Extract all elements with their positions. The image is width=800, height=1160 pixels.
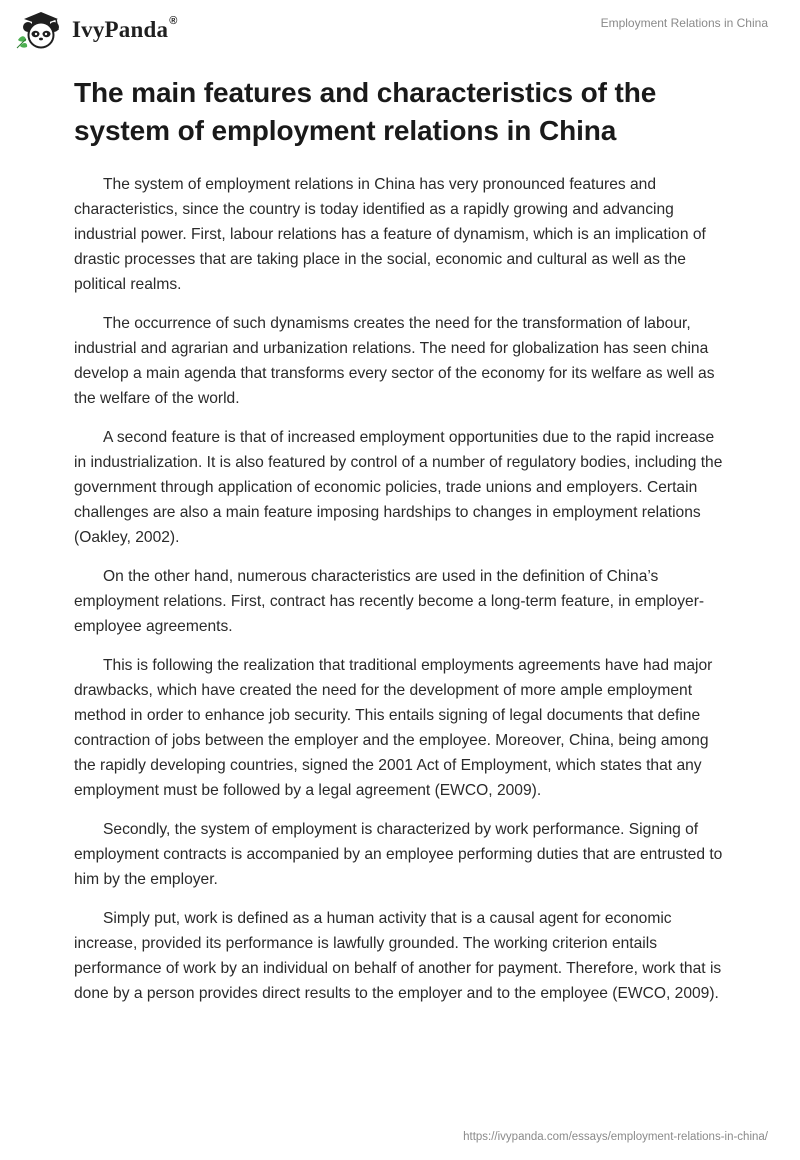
source-url-link[interactable]: https://ivypanda.com/essays/employment-relations-in-china/ (463, 1131, 768, 1143)
brand-name-text: IvyPanda (72, 17, 169, 42)
running-title: Employment Relations in China (600, 16, 768, 30)
paragraph-1: The system of employment relations in China has very pronounced features and characteristics, since the country is today identified as a rapidly growing and advancing industrial power. First, labour relations has a feature of dynamism, which is an implication of drastic processes that are taking place in the social, economic and cultural as well as the political realms. (74, 176, 706, 293)
paragraph-4: On the other hand, numerous characteristics are used in the definition of China’s employment relations. First, contract has recently become a long-term feature, in employer-employee agreements. (74, 568, 705, 635)
article-title: The main features and characteristics of the system of employment relations in China (74, 77, 657, 146)
brand-logo[interactable] (14, 10, 178, 50)
paragraph-7: Simply put, work is defined as a human activity that is a causal agent for economic increase, provided its performance is lawfully grounded. The working criterion entails performance of work by an individual on behalf of another for payment. Therefore, work that is done by a person provides direct results to the employer and to the employee (EWCO, 2009). (74, 910, 722, 1002)
brand-name (72, 17, 178, 43)
paragraph-6: Secondly, the system of employment is characterized by work performance. Signing of employment contracts is accompanied by an employee performing duties that are entrusted to him by the employer. (74, 821, 723, 888)
panda-graduate-icon (14, 10, 66, 50)
registered-mark: ® (169, 15, 178, 28)
paragraph-3: A second feature is that of increased employment opportunities due to the rapid increase in industrialization. It is also featured by control of a number of regulatory bodies, including the government through application of economic policies, trade unions and employers. Certain challenges are also a main feature imposing hardships to changes in employment relations (Oakley, 2002). (74, 429, 723, 546)
paragraph-2: The occurrence of such dynamisms creates the need for the transformation of labour, industrial and agrarian and urbanization relations. The need for globalization has seen china develop a main agenda that transforms every sector of the economy for its welfare as well as the welfare of the world. (74, 315, 715, 407)
page-header (0, 0, 800, 60)
paragraph-5: This is following the realization that traditional employments agreements have had major drawbacks, which have created the need for the development of more ample employment method in order to enhance job security. This entails signing of legal documents that define contraction of jobs between the employer and the employee. Moreover, China, being among the rapidly developing countries, signed the 2001 Act of Employment, which states that any employment must be followed by a legal agreement (EWCO, 2009). (74, 657, 713, 799)
article-body (74, 74, 726, 1020)
